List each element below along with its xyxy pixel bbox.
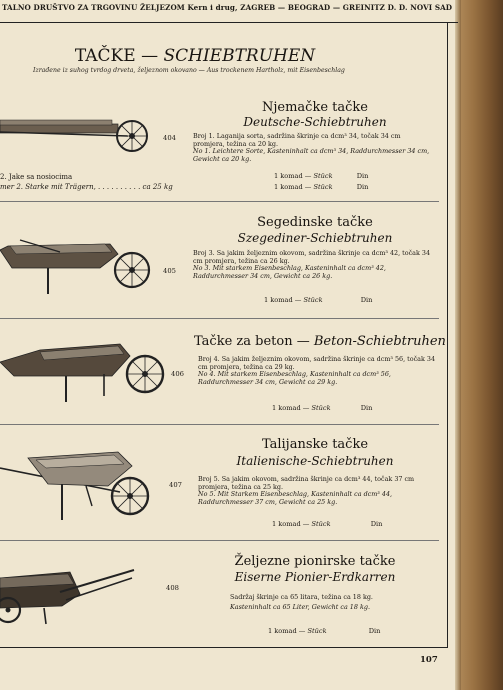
page-subtitle: Izrađene iz suhog tvrdog drveta, željeznom okovano — Aus trockenem Hartholz, mit Eisenbeschlag bbox=[33, 67, 345, 74]
product-407-price-row bbox=[272, 520, 382, 528]
product-408-title-sr: Željezne pionirske tačke bbox=[234, 554, 396, 569]
right-frame-rule bbox=[447, 22, 448, 648]
row-divider-1 bbox=[0, 201, 439, 202]
product-404-description bbox=[193, 133, 433, 163]
product-405-desc-de: No 3. Mit starkem Eisenbeschlag, Kasteninhalt ca dcm³ 42, Raddurchmesser 34 cm, Gewicht ca 26 kg. bbox=[193, 264, 386, 280]
product-408-desc-sr: Sadržaj škrinje ca 65 litara, težina ca 18 kg. bbox=[230, 593, 373, 601]
product-404-variant-note-sr: 2. Jake sa nosiocima bbox=[0, 173, 73, 181]
product-404-desc-sr: Broj 1. Laganija sorta, sadržina škrinje ca dcm³ 34, točak 34 cm promjera, težina ca 20 kg. bbox=[193, 132, 401, 148]
product-407-desc-de: No 5. Mit Starkem Eisenbeschlag, Kasteninhalt ca dcm³ 44, Raddurchmesser 37 cm, Gewicht ca 25 kg. bbox=[198, 490, 393, 506]
product-405-title-sr: Segedinske tačke bbox=[257, 215, 373, 230]
product-408-title-de: Eiserne Pionier-Erdkarren bbox=[234, 570, 396, 584]
product-406-dash: — bbox=[302, 404, 310, 412]
product-406-title-de: Beton-Schiebtruhen bbox=[313, 334, 446, 349]
product-408-currency: Din bbox=[368, 627, 381, 635]
product-404-dash: — bbox=[304, 172, 312, 180]
product-406-price-row bbox=[272, 404, 372, 412]
product-408-unit: Stück bbox=[307, 627, 327, 635]
product-407-title-de: Italienische-Schiebtruhen bbox=[236, 454, 394, 468]
product-406-number: 406 bbox=[171, 370, 184, 378]
product-405-desc-sr: Broj 3. Sa jakim željeznim okovom, sadržina škrinje ca dcm³ 42, točak 34 cm promjera, težina ca 26 kg. bbox=[193, 249, 431, 265]
running-header: TALNO DRUŠTVO ZA TRGOVINU ŽELJEZOM Kern i drug, ZAGREB — BEOGRAD — GREINITZ D. D. NOVI SAD bbox=[2, 3, 453, 12]
product-405-unit: Stück bbox=[303, 296, 323, 304]
product-407-currency: Din bbox=[370, 520, 383, 528]
product-404-dash-2: — bbox=[304, 183, 312, 191]
page-title bbox=[0, 46, 390, 66]
product-404-title-sr: Njemačke tačke bbox=[262, 100, 368, 115]
illustration-408-iron-barrow bbox=[0, 564, 140, 628]
product-405-dash: — bbox=[294, 296, 302, 304]
product-404-qty: 1 komad bbox=[274, 172, 303, 180]
product-404-number: 404 bbox=[163, 134, 176, 142]
illustration-405-wheelbarrow bbox=[0, 228, 160, 298]
product-406-unit: Stück bbox=[311, 404, 331, 412]
illustration-407-wheelbarrow bbox=[0, 444, 160, 524]
header-rule bbox=[0, 22, 458, 23]
product-408-dash: — bbox=[298, 627, 306, 635]
product-405-description bbox=[193, 250, 433, 280]
product-407-qty: 1 komad bbox=[272, 520, 301, 528]
product-407-number: 407 bbox=[169, 481, 182, 489]
row-divider-4 bbox=[0, 540, 439, 541]
product-407-description bbox=[198, 476, 438, 506]
page-title-dash: — bbox=[141, 46, 159, 66]
product-406-desc-de: No 4. Mit starkem Eisenbeschlag, Kasteninhalt ca dcm³ 56, Raddurchmesser 34 cm, Gewicht ca 29 kg. bbox=[198, 370, 391, 386]
row-divider-3 bbox=[0, 424, 439, 425]
product-404-desc-de: No 1. Leichtere Sorte, Kasteninhalt ca dcm³ 34, Raddurchmesser 34 cm, Gewicht ca 20 kg. bbox=[193, 147, 430, 163]
product-404-variant-note-de: mer 2. Starke mit Trägern, . . . . . . . . . . ca 25 kg bbox=[0, 183, 173, 191]
product-408-qty: 1 komad bbox=[268, 627, 297, 635]
product-407-desc-sr: Broj 5. Sa jakim okovom, sadržina škrinje ca dcm³ 44, točak 37 cm promjera, težina ca 25 kg. bbox=[198, 475, 415, 491]
product-406-title-dash: — bbox=[296, 334, 310, 349]
product-405-price-row bbox=[264, 296, 372, 304]
page-edge bbox=[455, 0, 461, 690]
product-407-unit: Stück bbox=[311, 520, 331, 528]
product-405-qty: 1 komad bbox=[264, 296, 293, 304]
product-406-title-sr: Tačke za beton bbox=[194, 334, 293, 349]
product-407-dash: — bbox=[302, 520, 310, 528]
product-404-price-row-1 bbox=[274, 172, 368, 180]
product-404-title-de: Deutsche-Schiebtruhen bbox=[243, 115, 387, 129]
product-405-currency: Din bbox=[360, 296, 373, 304]
product-404-unit: Stück bbox=[313, 172, 333, 180]
page-title-de: SCHIEBTRUHEN bbox=[163, 46, 316, 66]
product-404-price-row-2 bbox=[274, 183, 368, 191]
page-number: 107 bbox=[420, 655, 438, 665]
product-406-description bbox=[198, 356, 438, 386]
product-404-currency-2: Din bbox=[356, 183, 369, 191]
product-406-qty: 1 komad bbox=[272, 404, 301, 412]
product-404-qty-2: 1 komad bbox=[274, 183, 303, 191]
product-406-title bbox=[194, 334, 444, 349]
row-divider-2 bbox=[0, 318, 439, 319]
product-406-currency: Din bbox=[360, 404, 373, 412]
illustration-406-wheelbarrow bbox=[0, 338, 170, 406]
book-spine bbox=[458, 0, 503, 690]
product-408-price-row bbox=[268, 627, 380, 635]
product-408-number: 408 bbox=[166, 584, 179, 592]
bottom-frame-rule bbox=[0, 647, 448, 648]
product-404-currency: Din bbox=[356, 172, 369, 180]
product-405-title-de: Szegediner-Schiebtruhen bbox=[237, 231, 393, 245]
product-408-description bbox=[230, 594, 430, 611]
product-405-number: 405 bbox=[163, 267, 176, 275]
product-408-desc-de: Kasteninhalt ca 65 Liter, Gewicht ca 18 kg. bbox=[230, 602, 370, 611]
illustration-404-wheelbarrow bbox=[0, 110, 160, 162]
product-406-desc-sr: Broj 4. Sa jakim željeznim okovom, sadržina škrinje ca dcm³ 56, točak 34 cm promjera, težina ca 29 kg. bbox=[198, 355, 436, 371]
product-404-unit-2: Stück bbox=[313, 183, 333, 191]
page-title-sr: TAČKE bbox=[74, 46, 136, 66]
product-407-title-sr: Talijanske tačke bbox=[261, 437, 369, 452]
